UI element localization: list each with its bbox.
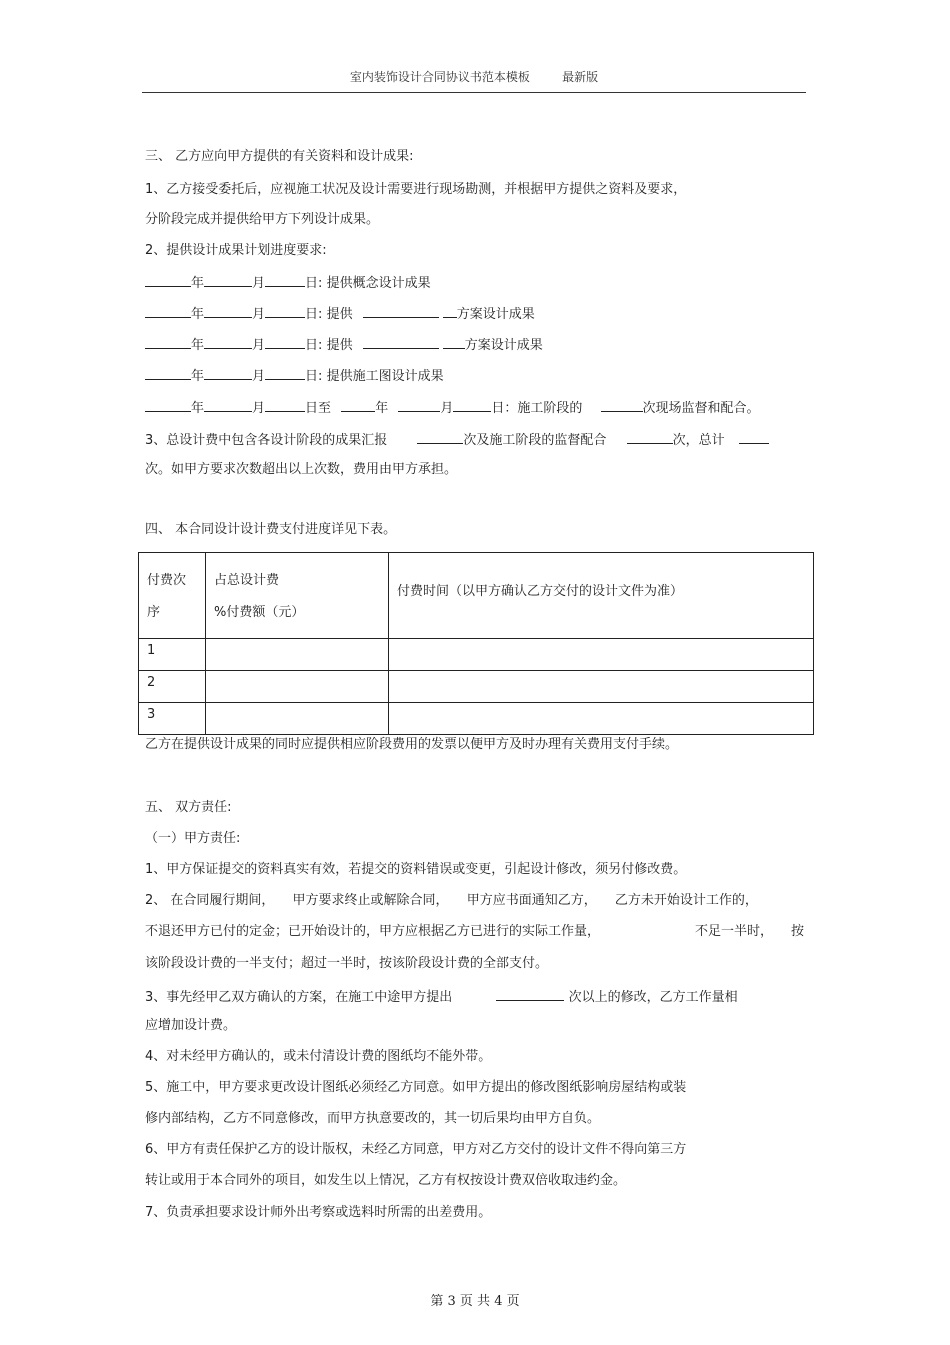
day-blank[interactable] [265, 367, 305, 380]
payment-table [138, 552, 814, 735]
section5-item-3: 3、事先经甲乙双方确认的方案，在施工中途甲方提出 次以上的修改，乙方工作量相 [145, 990, 738, 1005]
schedule-row-4: 年 月 日: 提供施工图设计成果 [145, 367, 444, 385]
table-row [139, 703, 814, 735]
year-blank[interactable] [145, 305, 191, 318]
header-title: 室内装饰设计合同协议书范本模板 [349, 70, 530, 84]
year-blank[interactable] [145, 336, 191, 349]
month-blank[interactable] [204, 305, 252, 318]
year-blank[interactable] [145, 274, 191, 287]
total-count-blank[interactable] [739, 431, 769, 444]
count-blank[interactable] [601, 399, 643, 412]
table-header-percentage: 占总设计费 %付费额（元） [206, 553, 389, 639]
month-blank[interactable] [204, 399, 252, 412]
year-blank[interactable] [341, 399, 375, 412]
section4-note: 乙方在提供设计成果的同时应提供相应阶段费用的发票以便甲方及时办理有关费用支付手续。 [145, 737, 679, 752]
section5-item-3-line2: 应增加设计费。 [145, 1018, 237, 1033]
section3-p1-line2: 分阶段完成并提供给甲方下列设计成果。 [145, 212, 380, 227]
section5-item-2-line2: 不退还甲方已付的定金；已开始设计的，甲方应根据乙方已进行的实际工作量， 不足一半时， 按 [145, 924, 805, 939]
day-blank[interactable] [265, 399, 305, 412]
report-count-blank[interactable] [417, 431, 463, 444]
day-blank[interactable] [265, 305, 305, 318]
scheme-blank[interactable] [363, 305, 439, 318]
section5-item-5: 5、施工中，甲方要求更改设计图纸必须经乙方同意。如甲方提出的修改图纸影响房屋结构或装 [145, 1080, 687, 1095]
table-row [139, 671, 814, 703]
table-cell-sequence: 3 [139, 703, 206, 735]
month-blank[interactable] [204, 367, 252, 380]
section5-item-6-line2: 转让或用于本合同外的项目，如发生以上情况，乙方有权按设计费双倍收取违约金。 [145, 1173, 627, 1188]
table-cell-time[interactable] [389, 639, 814, 671]
scheme-blank-tail[interactable] [443, 305, 457, 318]
month-blank[interactable] [204, 274, 252, 287]
table-cell-sequence: 1 [139, 639, 206, 671]
table-cell-time[interactable] [389, 671, 814, 703]
table-cell-amount[interactable] [206, 703, 389, 735]
section4-heading: 四、 本合同设计设计费支付进度详见下表。 [145, 522, 397, 537]
page-total: 4 [494, 1294, 503, 1309]
section5-item-2: 2、 在合同履行期间， 甲方要求终止或解除合同， 甲方应书面通知乙方， 乙方未开始设计工作的， [145, 893, 758, 908]
schedule-row-2: 年 月 日: 提供 方案设计成果 [145, 305, 535, 323]
month-blank[interactable] [204, 336, 252, 349]
page-footer: 第 3 页 共 4 页 [430, 1294, 520, 1309]
schedule-row-5: 年 月 日至 年 月 日：施工阶段的 次现场监督和配合。 [145, 399, 760, 417]
schedule-row-3: 年 月 日: 提供 方案设计成果 [145, 336, 543, 354]
section5-item-7: 7、负责承担要求设计师外出考察或选料时所需的出差费用。 [145, 1205, 492, 1220]
table-cell-sequence: 2 [139, 671, 206, 703]
section5-item-5-line2: 修内部结构，乙方不同意修改，而甲方执意要改的，其一切后果均由甲方自负。 [145, 1111, 601, 1126]
modification-count-blank[interactable] [496, 988, 564, 1001]
section5-item-6: 6、甲方有责任保护乙方的设计版权，未经乙方同意，甲方对乙方交付的设计文件不得向第三方 [145, 1142, 687, 1157]
section5-item-2-line3: 该阶段设计费的一半支付；超过一半时，按该阶段设计费的全部支付。 [145, 956, 549, 971]
year-blank[interactable] [145, 367, 191, 380]
header-version: 最新版 [562, 70, 599, 84]
section3-heading: 三、 乙方应向甲方提供的有关资料和设计成果: [145, 149, 414, 164]
schedule-row-1: 年 月 日: 提供概念设计成果 [145, 274, 431, 292]
table-row [139, 639, 814, 671]
scheme-blank[interactable] [363, 336, 439, 349]
table-cell-amount[interactable] [206, 639, 389, 671]
section3-p3: 3、总设计费中包含各设计阶段的成果汇报 次及施工阶段的监督配合 次，总计 [145, 431, 769, 449]
section5-heading: 五、 双方责任: [145, 800, 232, 815]
scheme-blank-tail[interactable] [443, 336, 465, 349]
schedule-text: 提供概念设计成果 [326, 276, 431, 291]
section3-p3-line2: 次。如甲方要求次数超出以上次数，费用由甲方承担。 [145, 462, 458, 477]
section5-subheading: （一）甲方责任: [145, 831, 241, 846]
page-number: 3 [447, 1294, 456, 1309]
section5-item-1: 1、甲方保证提交的资料真实有效，若提交的资料错误或变更，引起设计修改，须另付修改费。 [145, 862, 687, 877]
day-blank[interactable] [265, 274, 305, 287]
section5-item-4: 4、对未经甲方确认的，或未付清设计费的图纸均不能外带。 [145, 1049, 492, 1064]
section3-p2-heading: 2、提供设计成果计划进度要求: [145, 243, 327, 258]
month-blank[interactable] [398, 399, 440, 412]
table-header-sequence: 付费次 序 [139, 553, 206, 639]
page-header [142, 68, 806, 93]
table-cell-amount[interactable] [206, 671, 389, 703]
day-blank[interactable] [453, 399, 491, 412]
supervision-count-blank[interactable] [627, 431, 673, 444]
year-blank[interactable] [145, 399, 191, 412]
day-blank[interactable] [265, 336, 305, 349]
section3-p1-line1: 1、乙方接受委托后，应视施工状况及设计需要进行现场勘测，并根据甲方提供之资料及要求， [145, 182, 687, 197]
table-cell-time[interactable] [389, 703, 814, 735]
table-header-time: 付费时间（以甲方确认乙方交付的设计文件为准） [389, 553, 814, 639]
